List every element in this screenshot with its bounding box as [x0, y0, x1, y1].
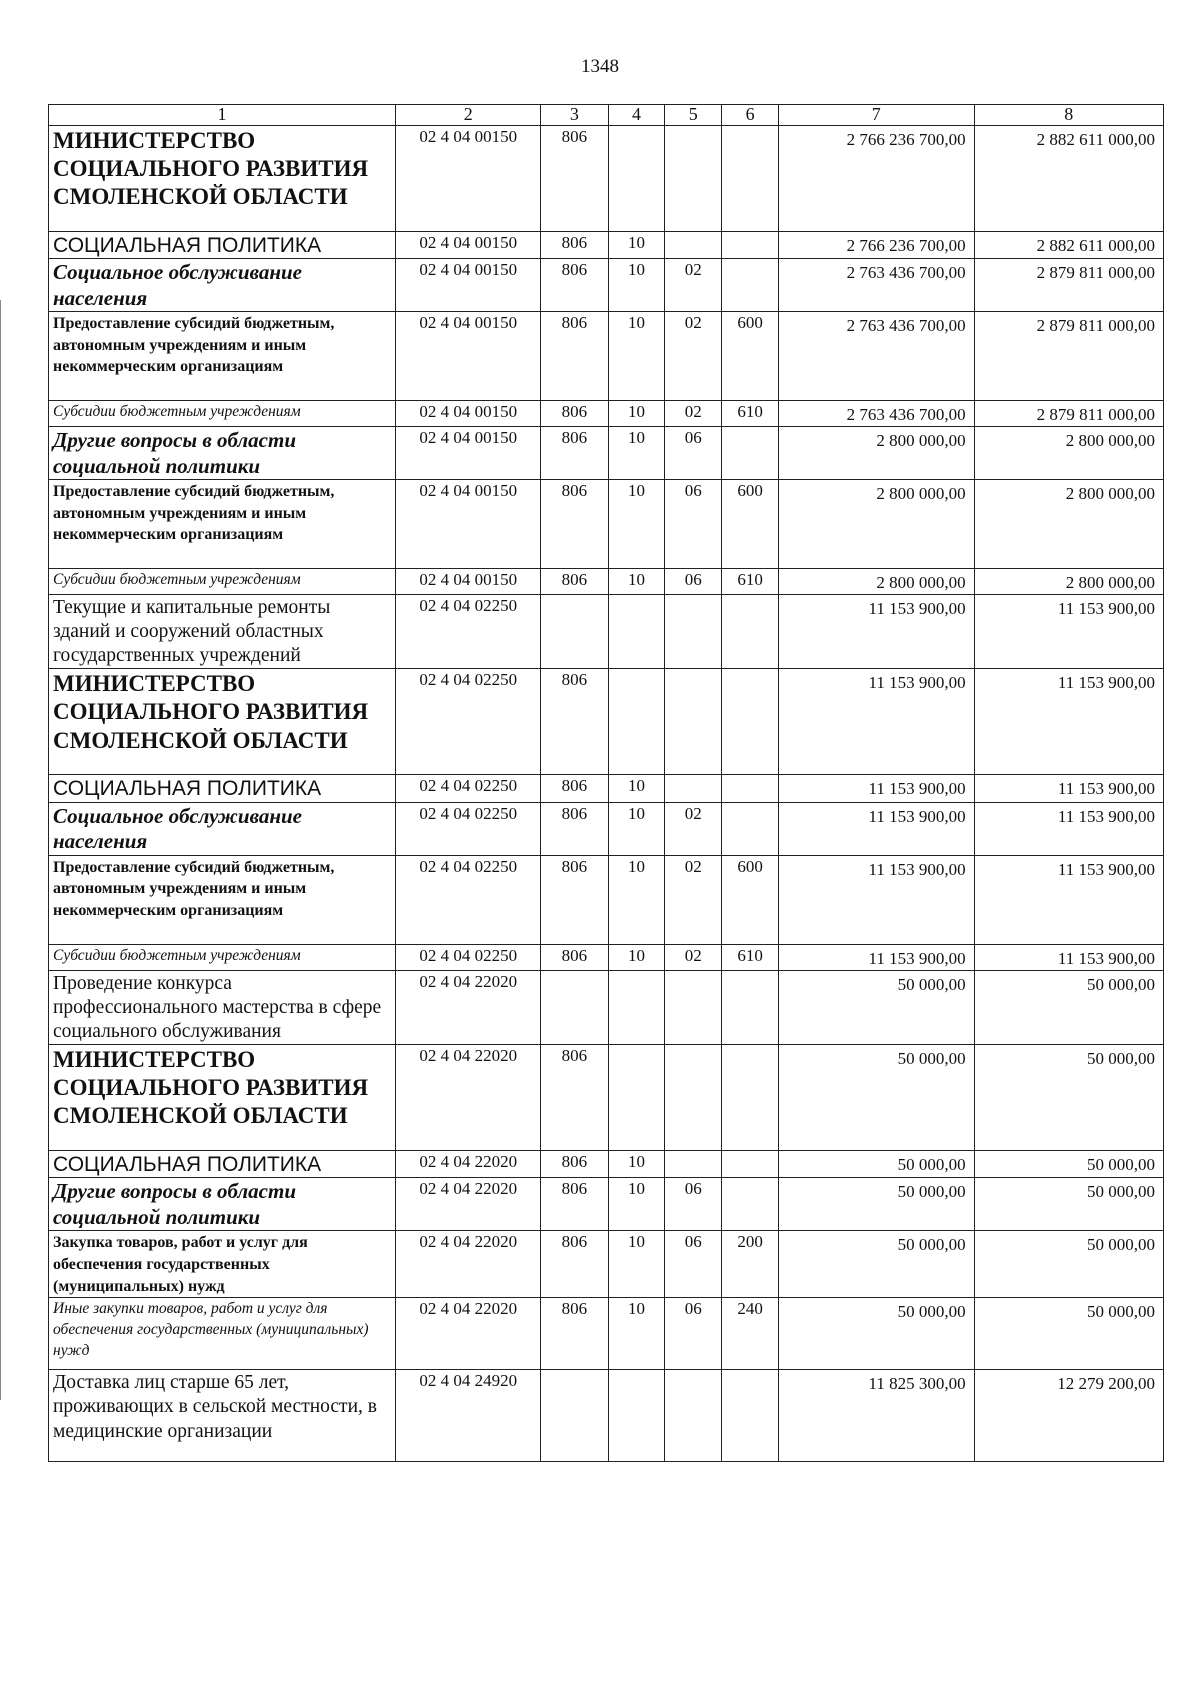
amount-col7-cell: 11 153 900,00 [778, 802, 974, 855]
ministry-code-cell: 806 [541, 944, 608, 970]
item-name-cell: Субсидии бюджетным учреждениям [49, 401, 396, 427]
subsection-code-cell: 06 [665, 569, 722, 595]
ministry-code-cell: 806 [541, 802, 608, 855]
amount-col8-cell: 12 279 200,00 [974, 1370, 1163, 1462]
table-row [49, 669, 1164, 775]
subsection-code-cell: 06 [665, 1231, 722, 1298]
item-name-cell: Предоставление субсидий бюджетным, автономным учреждениям и иным некоммерческим организациям [49, 855, 396, 944]
ministry-code-cell: 806 [541, 1045, 608, 1151]
section-code-cell: 10 [608, 802, 665, 855]
subsection-code-cell: 02 [665, 944, 722, 970]
amount-col8-cell: 11 153 900,00 [974, 802, 1163, 855]
target-code-cell: 02 4 04 22020 [396, 1231, 541, 1298]
amount-col7-cell: 50 000,00 [778, 1045, 974, 1151]
section-code-cell: 10 [608, 1298, 665, 1370]
target-code-cell: 02 4 04 00150 [396, 480, 541, 569]
item-name-cell: Предоставление субсидий бюджетным, автономным учреждениям и иным некоммерческим организациям [49, 480, 396, 569]
amount-col7-cell: 50 000,00 [778, 1298, 974, 1370]
expense-type-cell [722, 426, 779, 479]
amount-col8-cell: 50 000,00 [974, 1178, 1163, 1231]
amount-col7-cell: 11 153 900,00 [778, 669, 974, 775]
table-row [49, 426, 1164, 479]
item-name-cell: МИНИСТЕРСТВО СОЦИАЛЬНОГО РАЗВИТИЯ СМОЛЕНСКОЙ ОБЛАСТИ [49, 669, 396, 775]
expense-type-cell [722, 231, 779, 258]
target-code-cell: 02 4 04 02250 [396, 802, 541, 855]
amount-col8-cell: 11 153 900,00 [974, 594, 1163, 669]
section-code-cell [608, 669, 665, 775]
amount-col8-cell: 2 882 611 000,00 [974, 125, 1163, 231]
expense-type-cell [722, 1045, 779, 1151]
item-name-cell: Другие вопросы в области социальной политики [49, 426, 396, 479]
subsection-code-cell [665, 1045, 722, 1151]
item-name-cell: Другие вопросы в области социальной политики [49, 1178, 396, 1231]
table-row [49, 312, 1164, 401]
subsection-code-cell: 06 [665, 426, 722, 479]
ministry-code-cell: 806 [541, 775, 608, 802]
section-code-cell: 10 [608, 258, 665, 311]
ministry-code-cell: 806 [541, 1231, 608, 1298]
amount-col8-cell: 2 879 811 000,00 [974, 258, 1163, 311]
section-code-cell: 10 [608, 1151, 665, 1178]
section-code-cell: 10 [608, 480, 665, 569]
amount-col7-cell: 11 825 300,00 [778, 1370, 974, 1462]
amount-col7-cell: 11 153 900,00 [778, 594, 974, 669]
table-row [49, 855, 1164, 944]
subsection-code-cell: 06 [665, 480, 722, 569]
target-code-cell: 02 4 04 00150 [396, 426, 541, 479]
expense-type-cell [722, 1370, 779, 1462]
amount-col7-cell: 2 763 436 700,00 [778, 401, 974, 427]
header-cell: 8 [974, 105, 1163, 126]
section-code-cell [608, 1370, 665, 1462]
amount-col8-cell: 2 882 611 000,00 [974, 231, 1163, 258]
ministry-code-cell: 806 [541, 401, 608, 427]
ministry-code-cell: 806 [541, 1178, 608, 1231]
table-row [49, 1298, 1164, 1370]
amount-col8-cell: 2 800 000,00 [974, 569, 1163, 595]
amount-col7-cell: 2 766 236 700,00 [778, 231, 974, 258]
expense-type-cell [722, 802, 779, 855]
item-name-cell: Субсидии бюджетным учреждениям [49, 569, 396, 595]
expense-type-cell: 200 [722, 1231, 779, 1298]
target-code-cell: 02 4 04 02250 [396, 669, 541, 775]
amount-col7-cell: 50 000,00 [778, 1231, 974, 1298]
target-code-cell: 02 4 04 00150 [396, 312, 541, 401]
ministry-code-cell [541, 970, 608, 1045]
table-row [49, 802, 1164, 855]
subsection-code-cell [665, 125, 722, 231]
expense-type-cell [722, 669, 779, 775]
ministry-code-cell: 806 [541, 125, 608, 231]
header-cell: 4 [608, 105, 665, 126]
ministry-code-cell: 806 [541, 480, 608, 569]
target-code-cell: 02 4 04 22020 [396, 1298, 541, 1370]
subsection-code-cell [665, 594, 722, 669]
ministry-code-cell: 806 [541, 1298, 608, 1370]
section-code-cell: 10 [608, 775, 665, 802]
subsection-code-cell [665, 970, 722, 1045]
item-name-cell: Доставка лиц старше 65 лет, проживающих в сельской местности, в медицинские организации [49, 1370, 396, 1462]
table-row [49, 401, 1164, 427]
amount-col7-cell: 11 153 900,00 [778, 944, 974, 970]
header-cell: 1 [49, 105, 396, 126]
expense-type-cell: 610 [722, 944, 779, 970]
header-cell: 6 [722, 105, 779, 126]
ministry-code-cell: 806 [541, 231, 608, 258]
subsection-code-cell: 02 [665, 312, 722, 401]
table-row [49, 569, 1164, 595]
expense-type-cell [722, 594, 779, 669]
section-code-cell: 10 [608, 855, 665, 944]
ministry-code-cell [541, 594, 608, 669]
amount-col8-cell: 50 000,00 [974, 1045, 1163, 1151]
expense-type-cell: 240 [722, 1298, 779, 1370]
table-row [49, 970, 1164, 1045]
table-row [49, 231, 1164, 258]
ministry-code-cell [541, 1370, 608, 1462]
amount-col7-cell: 50 000,00 [778, 1178, 974, 1231]
amount-col8-cell: 11 153 900,00 [974, 855, 1163, 944]
amount-col8-cell: 2 800 000,00 [974, 480, 1163, 569]
item-name-cell: Социальное обслуживание населения [49, 802, 396, 855]
target-code-cell: 02 4 04 22020 [396, 1151, 541, 1178]
target-code-cell: 02 4 04 00150 [396, 258, 541, 311]
table-row [49, 258, 1164, 311]
ministry-code-cell: 806 [541, 258, 608, 311]
amount-col7-cell: 11 153 900,00 [778, 855, 974, 944]
header-cell: 7 [778, 105, 974, 126]
section-code-cell [608, 594, 665, 669]
target-code-cell: 02 4 04 22020 [396, 970, 541, 1045]
item-name-cell: СОЦИАЛЬНАЯ ПОЛИТИКА [49, 775, 396, 802]
section-code-cell [608, 970, 665, 1045]
expense-type-cell [722, 1178, 779, 1231]
amount-col7-cell: 2 763 436 700,00 [778, 312, 974, 401]
header-row [49, 105, 1164, 126]
section-code-cell [608, 1045, 665, 1151]
target-code-cell: 02 4 04 02250 [396, 775, 541, 802]
expense-type-cell: 610 [722, 401, 779, 427]
item-name-cell: МИНИСТЕРСТВО СОЦИАЛЬНОГО РАЗВИТИЯ СМОЛЕНСКОЙ ОБЛАСТИ [49, 1045, 396, 1151]
amount-col8-cell: 50 000,00 [974, 970, 1163, 1045]
table-row [49, 594, 1164, 669]
target-code-cell: 02 4 04 22020 [396, 1045, 541, 1151]
ministry-code-cell: 806 [541, 426, 608, 479]
table-row [49, 1178, 1164, 1231]
table-row [49, 1045, 1164, 1151]
expense-type-cell: 600 [722, 480, 779, 569]
section-code-cell: 10 [608, 569, 665, 595]
section-code-cell: 10 [608, 944, 665, 970]
table-body [49, 125, 1164, 1461]
subsection-code-cell: 02 [665, 258, 722, 311]
ministry-code-cell: 806 [541, 312, 608, 401]
scan-edge-line [0, 300, 1, 1400]
amount-col8-cell: 11 153 900,00 [974, 944, 1163, 970]
target-code-cell: 02 4 04 02250 [396, 855, 541, 944]
item-name-cell: Проведение конкурса профессионального мастерства в сфере социального обслуживания [49, 970, 396, 1045]
item-name-cell: СОЦИАЛЬНАЯ ПОЛИТИКА [49, 231, 396, 258]
amount-col7-cell: 2 763 436 700,00 [778, 258, 974, 311]
budget-table [48, 104, 1164, 1462]
subsection-code-cell: 02 [665, 401, 722, 427]
table-row [49, 1151, 1164, 1178]
subsection-code-cell: 02 [665, 802, 722, 855]
header-cell: 2 [396, 105, 541, 126]
item-name-cell: Социальное обслуживание населения [49, 258, 396, 311]
item-name-cell: Предоставление субсидий бюджетным, автономным учреждениям и иным некоммерческим организациям [49, 312, 396, 401]
item-name-cell: МИНИСТЕРСТВО СОЦИАЛЬНОГО РАЗВИТИЯ СМОЛЕНСКОЙ ОБЛАСТИ [49, 125, 396, 231]
item-name-cell: Текущие и капитальные ремонты зданий и сооружений областных государственных учреждений [49, 594, 396, 669]
expense-type-cell [722, 775, 779, 802]
subsection-code-cell [665, 1151, 722, 1178]
target-code-cell: 02 4 04 00150 [396, 231, 541, 258]
header-cell: 5 [665, 105, 722, 126]
table-row [49, 1370, 1164, 1462]
amount-col7-cell: 2 800 000,00 [778, 569, 974, 595]
subsection-code-cell: 02 [665, 855, 722, 944]
amount-col8-cell: 50 000,00 [974, 1151, 1163, 1178]
subsection-code-cell [665, 231, 722, 258]
amount-col8-cell: 2 879 811 000,00 [974, 312, 1163, 401]
target-code-cell: 02 4 04 24920 [396, 1370, 541, 1462]
item-name-cell: СОЦИАЛЬНАЯ ПОЛИТИКА [49, 1151, 396, 1178]
expense-type-cell [722, 970, 779, 1045]
expense-type-cell [722, 125, 779, 231]
expense-type-cell [722, 1151, 779, 1178]
amount-col8-cell: 2 800 000,00 [974, 426, 1163, 479]
subsection-code-cell [665, 775, 722, 802]
section-code-cell: 10 [608, 426, 665, 479]
amount-col7-cell: 2 766 236 700,00 [778, 125, 974, 231]
amount-col8-cell: 50 000,00 [974, 1231, 1163, 1298]
target-code-cell: 02 4 04 22020 [396, 1178, 541, 1231]
item-name-cell: Иные закупки товаров, работ и услуг для обеспечения государственных (муниципальных) нужд [49, 1298, 396, 1370]
expense-type-cell: 600 [722, 855, 779, 944]
target-code-cell: 02 4 04 00150 [396, 125, 541, 231]
expense-type-cell: 600 [722, 312, 779, 401]
subsection-code-cell: 06 [665, 1298, 722, 1370]
expense-type-cell: 610 [722, 569, 779, 595]
page-number: 1348 [581, 56, 619, 77]
table-row [49, 480, 1164, 569]
amount-col7-cell: 2 800 000,00 [778, 480, 974, 569]
amount-col8-cell: 11 153 900,00 [974, 775, 1163, 802]
section-code-cell: 10 [608, 231, 665, 258]
ministry-code-cell: 806 [541, 669, 608, 775]
table-row [49, 1231, 1164, 1298]
ministry-code-cell: 806 [541, 855, 608, 944]
amount-col8-cell: 2 879 811 000,00 [974, 401, 1163, 427]
table-row [49, 944, 1164, 970]
target-code-cell: 02 4 04 02250 [396, 944, 541, 970]
section-code-cell: 10 [608, 1231, 665, 1298]
table-row [49, 125, 1164, 231]
header-cell: 3 [541, 105, 608, 126]
ministry-code-cell: 806 [541, 1151, 608, 1178]
item-name-cell: Субсидии бюджетным учреждениям [49, 944, 396, 970]
amount-col7-cell: 11 153 900,00 [778, 775, 974, 802]
section-code-cell: 10 [608, 1178, 665, 1231]
section-code-cell: 10 [608, 312, 665, 401]
section-code-cell [608, 125, 665, 231]
amount-col8-cell: 50 000,00 [974, 1298, 1163, 1370]
amount-col7-cell: 50 000,00 [778, 970, 974, 1045]
target-code-cell: 02 4 04 00150 [396, 401, 541, 427]
target-code-cell: 02 4 04 00150 [396, 569, 541, 595]
amount-col7-cell: 2 800 000,00 [778, 426, 974, 479]
subsection-code-cell: 06 [665, 1178, 722, 1231]
table-row [49, 775, 1164, 802]
amount-col8-cell: 11 153 900,00 [974, 669, 1163, 775]
item-name-cell: Закупка товаров, работ и услуг для обеспечения государственных (муниципальных) нужд [49, 1231, 396, 1298]
section-code-cell: 10 [608, 401, 665, 427]
subsection-code-cell [665, 1370, 722, 1462]
expense-type-cell [722, 258, 779, 311]
target-code-cell: 02 4 04 02250 [396, 594, 541, 669]
amount-col7-cell: 50 000,00 [778, 1151, 974, 1178]
ministry-code-cell: 806 [541, 569, 608, 595]
subsection-code-cell [665, 669, 722, 775]
